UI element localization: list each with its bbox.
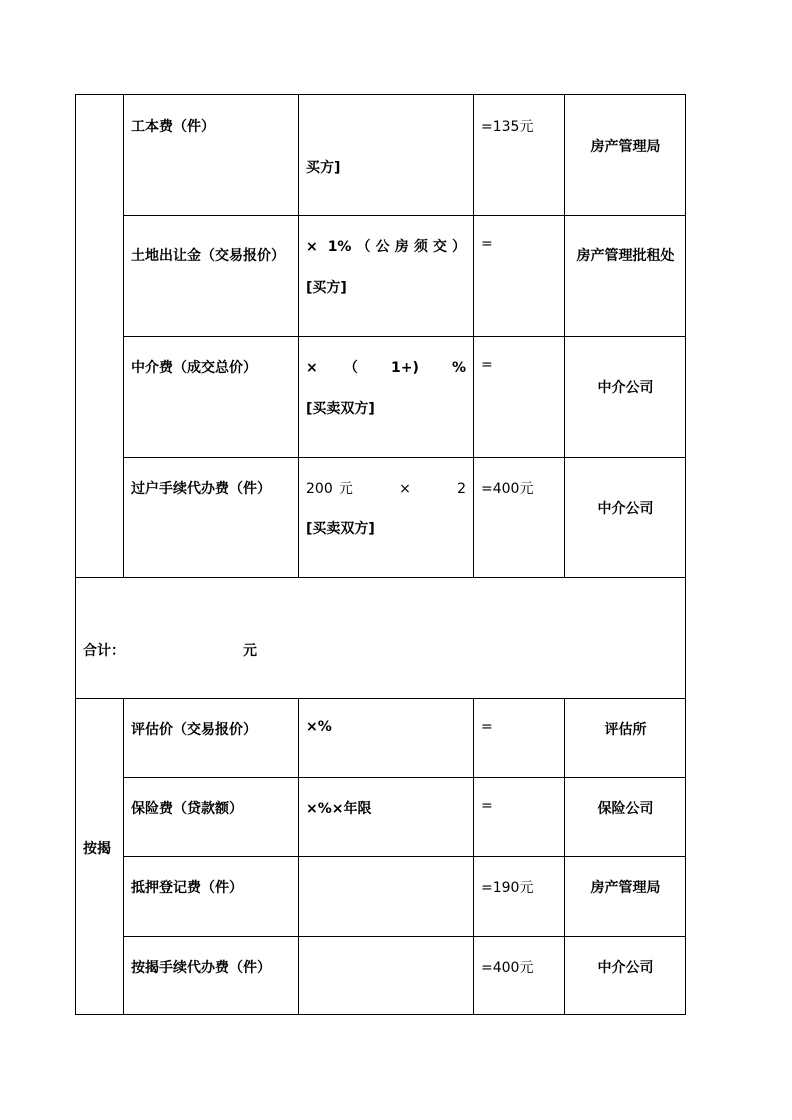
fee-name: 评估价（交易报价） xyxy=(131,722,257,738)
fee-formula: ×% xyxy=(306,719,332,735)
fee-formula-line1: × 1%（公房须交） xyxy=(306,239,466,255)
mortgage-group-label: 按揭 xyxy=(83,841,111,857)
total-label: 合计： xyxy=(83,643,125,659)
fee-name: 按揭手续代办费（件） xyxy=(131,960,271,976)
fee-name: 保险费（贷款额） xyxy=(131,801,243,817)
fee-formula-line2: [买卖双方] xyxy=(306,521,375,537)
fee-result: =400元 xyxy=(481,960,534,976)
fee-org: 房产管理局 xyxy=(590,880,661,896)
row-line xyxy=(123,777,686,778)
row-line xyxy=(123,856,686,857)
fee-org: 房产管理批租处 xyxy=(576,248,675,264)
fee-org: 评估所 xyxy=(604,722,647,738)
row-line xyxy=(123,936,686,937)
fee-name: 抵押登记费（件） xyxy=(131,880,243,896)
row-line xyxy=(75,698,686,699)
fee-result: = xyxy=(481,357,493,373)
fee-result: = xyxy=(481,719,493,735)
fee-result: = xyxy=(481,236,493,252)
fee-org: 房产管理局 xyxy=(590,139,661,155)
fee-name: 工本费（件） xyxy=(131,119,215,135)
total-unit: 元 xyxy=(243,643,257,659)
row-line xyxy=(75,577,686,578)
row-line xyxy=(123,457,686,458)
fee-org: 中介公司 xyxy=(597,960,654,976)
fee-name: 土地出让金（交易报价） xyxy=(131,248,285,264)
fee-result: =135元 xyxy=(481,119,534,135)
row-line xyxy=(123,215,686,216)
fee-result: = xyxy=(481,798,493,814)
fee-name: 过户手续代办费（件） xyxy=(131,481,271,497)
fee-formula-line1: × （ 1+) % xyxy=(306,360,466,376)
fee-result: =190元 xyxy=(481,880,534,896)
fee-name: 中介费（成交总价） xyxy=(131,360,257,376)
fee-org: 中介公司 xyxy=(597,380,654,396)
fee-formula-line2: [买方] xyxy=(306,280,347,296)
fee-org: 保险公司 xyxy=(597,801,654,817)
fee-result: =400元 xyxy=(481,481,534,497)
fee-formula-line2: 买方] xyxy=(306,160,341,176)
fee-formula-line2: [买卖双方] xyxy=(306,401,375,417)
fee-formula-line1: 200元 × 2 xyxy=(306,481,466,497)
fee-formula: ×%×年限 xyxy=(306,801,372,817)
row-line xyxy=(123,336,686,337)
fee-org: 中介公司 xyxy=(597,501,654,517)
